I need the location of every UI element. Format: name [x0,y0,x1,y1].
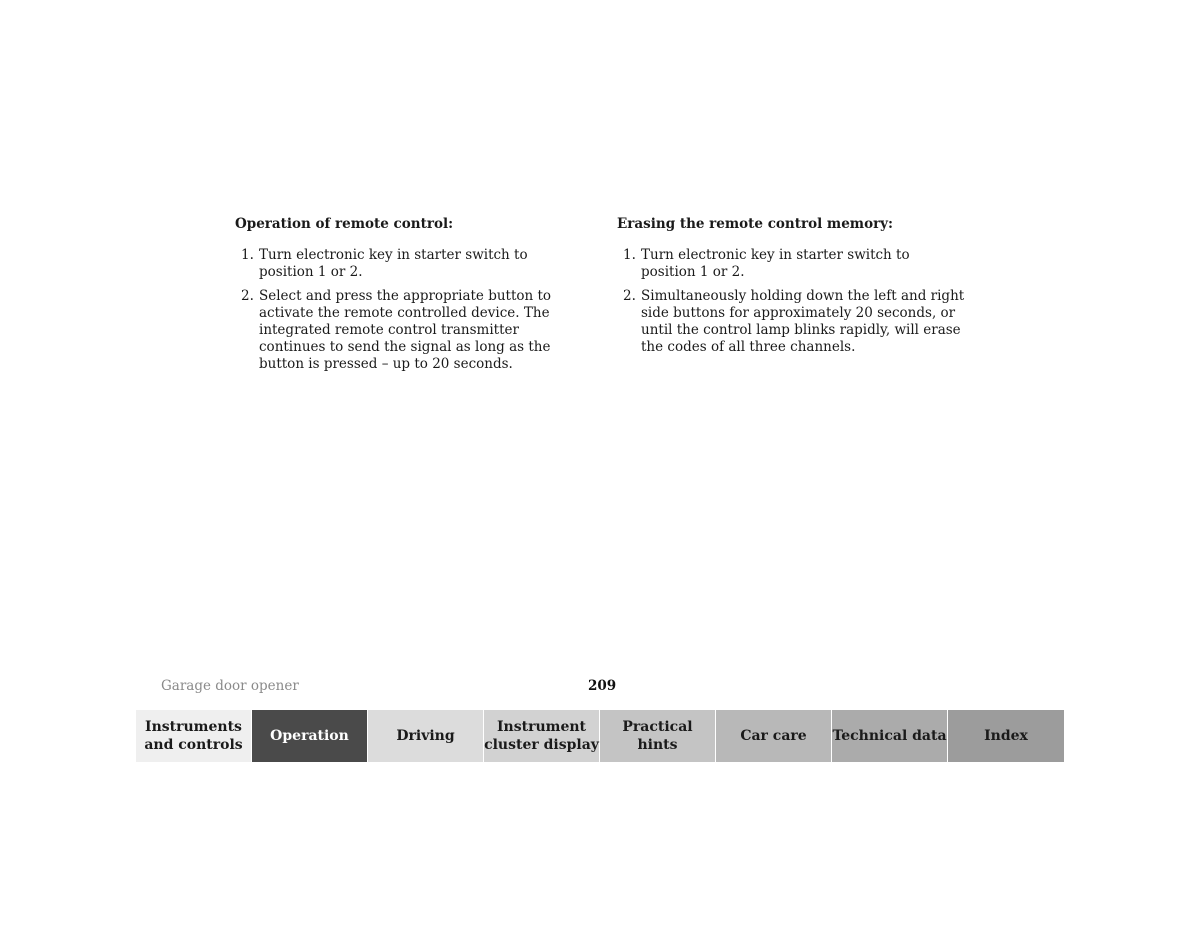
tab-technical-data[interactable]: Technical data [832,710,948,762]
erasing-section [617,214,967,363]
list-item [235,288,585,373]
step-number: 1. [241,247,254,263]
tab-driving[interactable]: Driving [368,710,484,762]
list-item [617,247,967,281]
step-number: 2. [241,288,254,304]
list-item [235,247,585,281]
operation-section [235,214,585,380]
section-heading: Erasing the remote control memory: [617,216,894,232]
section-heading: Operation of remote control: [235,216,454,232]
tab-instruments-and-controls[interactable]: Instruments and controls [136,710,252,762]
list-item [617,288,967,356]
step-text: Simultaneously holding down the left and right side buttons for approximately 20 seconds, or until the control lamp blinks rapidly, will erase the codes of all three channels. [641,288,965,355]
step-text: Select and press the appropriate button to activate the remote controlled device. The integrated remote control transmitter continues to send the signal as long as the button is pressed – up to 20 seconds. [259,288,552,372]
step-text: Turn electronic key in starter switch to position 1 or 2. [259,247,528,280]
tab-car-care[interactable]: Car care [716,710,832,762]
chapter-tab-bar [136,710,1064,762]
tab-operation[interactable]: Operation [252,710,368,762]
step-number: 1. [623,247,636,263]
step-text: Turn electronic key in starter switch to position 1 or 2. [641,247,910,280]
tab-instrument-cluster-display[interactable]: Instrument cluster display [484,710,600,762]
tab-practical-hints[interactable]: Practical hints [600,710,716,762]
steps-list [617,247,967,356]
footer-section-title: Garage door opener [161,678,299,694]
steps-list [235,247,585,373]
step-number: 2. [623,288,636,304]
page-number: 209 [588,678,617,694]
tab-index[interactable]: Index [948,710,1064,762]
